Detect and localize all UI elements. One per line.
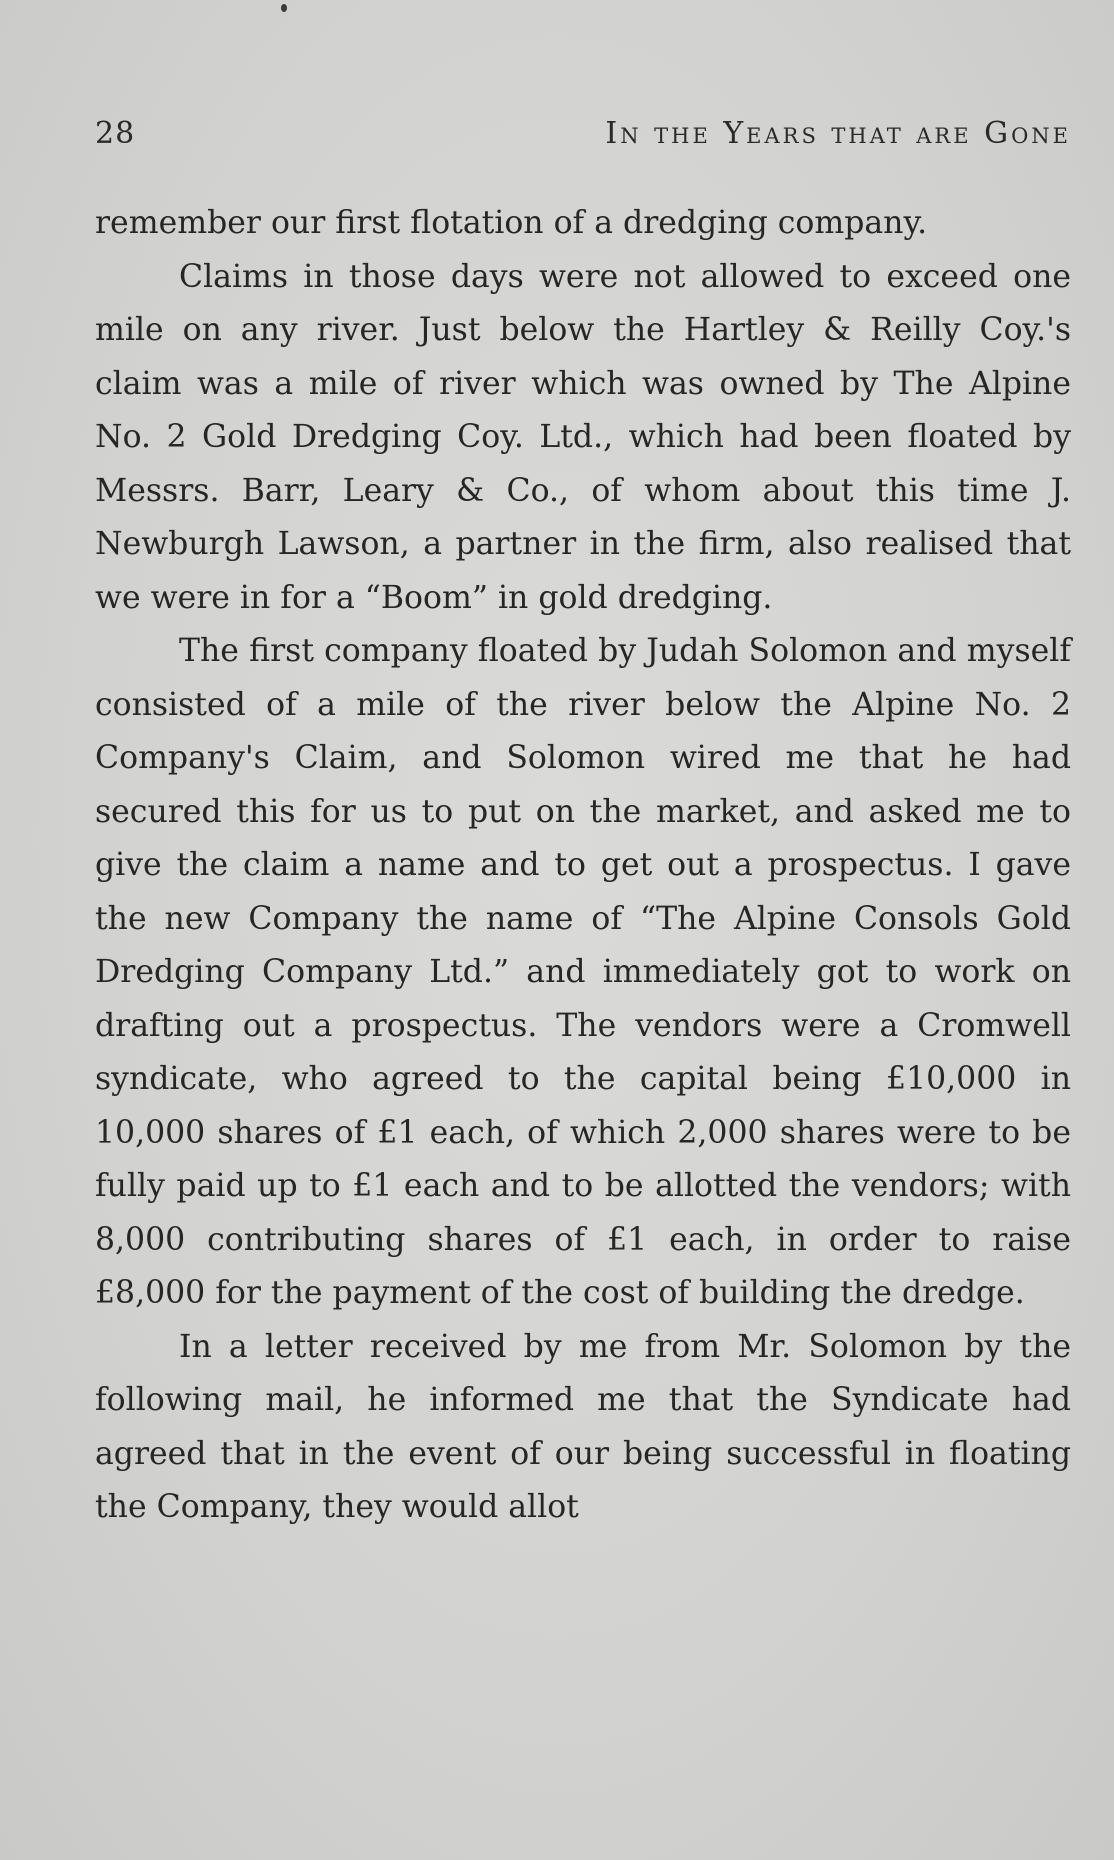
page-number: 28	[95, 116, 136, 151]
paragraph-claims: Claims in those days were not allowed to exceed one mile on any river. Just below the Hartley & Reilly Coy.'s claim was a mile of river which was owned by The Alpine No. 2 Gold Dredging Coy. Ltd., which had been floated by Messrs. Barr, Leary & Co., of whom about this time J. Newburgh Lawson, a partner in the firm, also realised that we were in for a “Boom” in gold dredging.	[95, 258, 1071, 616]
paragraph-continuation: remember our first flotation of a dredging company.	[95, 205, 928, 241]
paragraph-first-company: The first company floated by Judah Solomon and myself consisted of a mile of the river below the Alpine No. 2 Company's Claim, and Solomon wired me that he had secured this for us to put on the market, and asked me to give the claim a name and to get out a prospectus. I gave the new Company the name of “The Alpine Consols Gold Dredging Company Ltd.” and immediately got to work on drafting out a prospectus. The vendors were a Cromwell syndicate, who agreed to the capital being £10,000 in 10,000 shares of £1 each, of which 2,000 shares were to be fully paid up to £1 each and to be allotted the vendors; with 8,000 contributing shares of £1 each, in order to raise £8,000 for the payment of the cost of building the dredge.	[95, 633, 1071, 1311]
running-head	[95, 116, 1071, 164]
ink-speck	[281, 4, 287, 12]
body-text	[95, 197, 1071, 1535]
book-title: In the Years that are Gone	[605, 116, 1071, 151]
paragraph-letter: In a letter received by me from Mr. Solomon by the following mail, he informed me that the Syndicate had agreed that in the event of our being successful in floating the Company, they would allot	[95, 1328, 1071, 1525]
